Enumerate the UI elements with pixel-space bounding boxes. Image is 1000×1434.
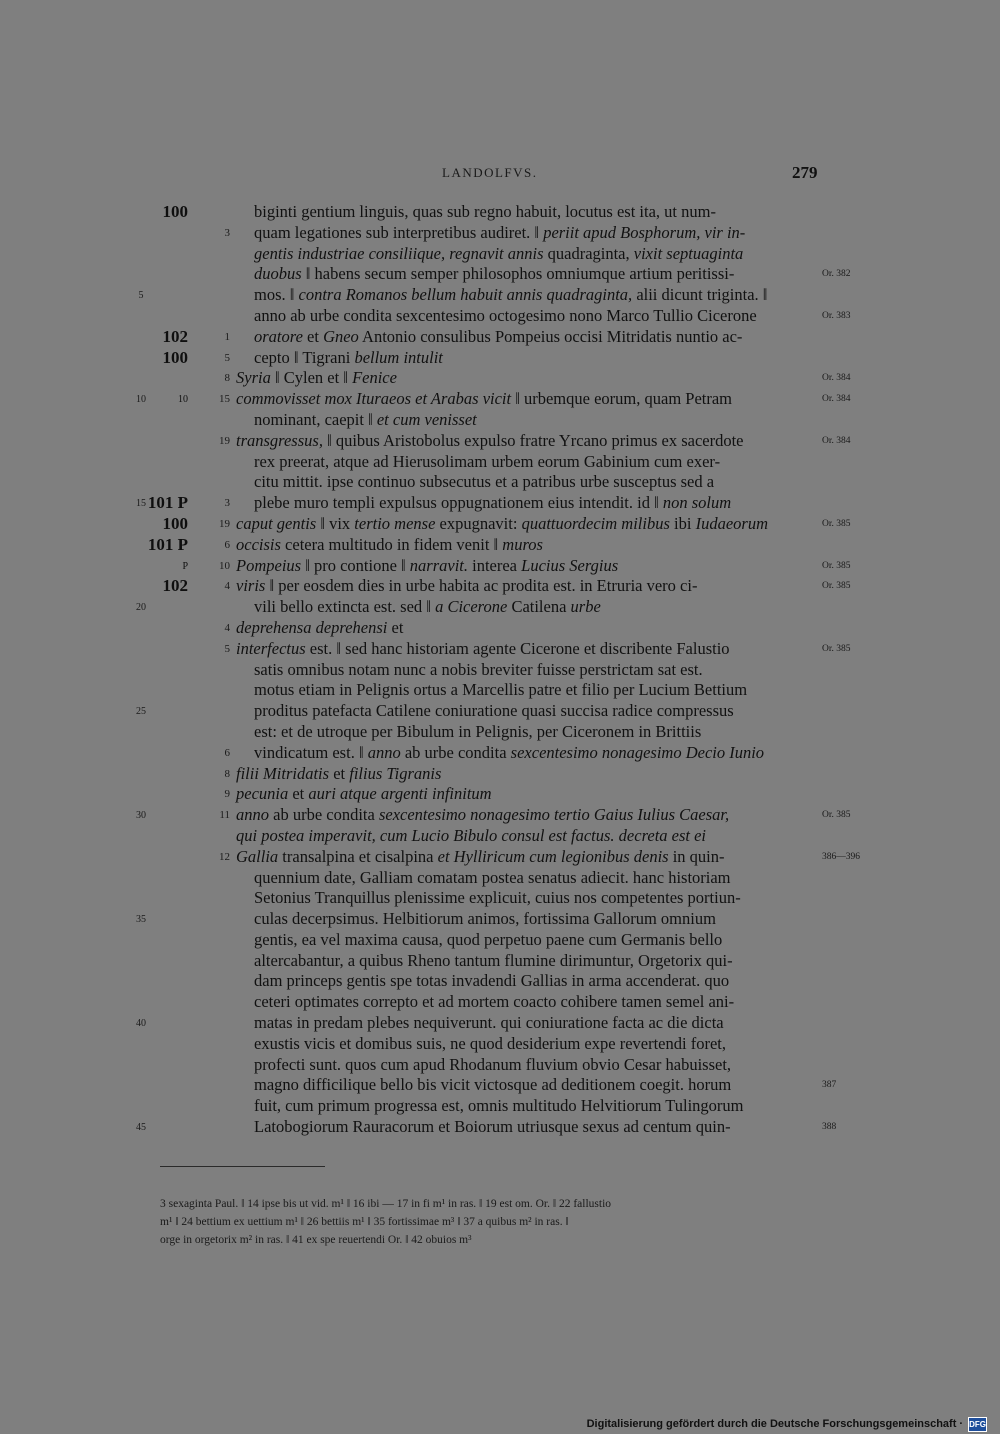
line-text [236,556,618,576]
source-line-number: 12 [219,850,230,863]
roman-segment: anno ab urbe condita sexcentesimo octogesimo nono Marco Tullio Cicerone [254,305,757,325]
line-text [254,597,601,617]
reference-number: 100 [162,202,188,221]
roman-segment: ‖ vix [316,513,355,533]
source-line-number: 9 [224,788,230,801]
line-text [254,1096,744,1116]
line-number: 25 [136,706,146,718]
source-line-number: 4 [224,621,230,634]
italic-segment: et Hylliricum cum legionibus denis [437,846,669,866]
text-line [0,410,1000,431]
text-line [0,1117,1000,1138]
line-text [236,847,725,867]
line-text [236,826,706,846]
line-text [254,680,747,700]
source-line-number: 19 [219,434,230,447]
roman-segment: Latobogiorum Rauracorum et Boiorum utriusque sexus ad centum quin- [254,1117,731,1137]
text-line [0,1075,1000,1096]
reference-number: 100 [162,513,188,533]
roman-segment: ‖ Cylen et ‖ [270,368,353,388]
text-line [0,223,1000,244]
italic-segment: occisis [236,534,281,554]
text-line [0,805,1000,826]
text-line [0,743,1000,764]
text-line [0,992,1000,1013]
line-number: 15 [136,498,146,510]
text-line [0,368,1000,389]
italic-segment: filii Mitridatis [236,763,330,783]
source-line-number: 3 [224,497,230,510]
roman-segment: gentis, ea vel maxima causa, quod perpetuo paene cum Germanis bello [254,929,723,949]
line-text [254,1013,724,1033]
text-line [0,556,1000,577]
line-text [254,1075,731,1095]
roman-segment: rex preerat, atque ad Hierusolimam urbem eorum Gabinium cum exer- [254,451,721,471]
roman-segment: alii dicunt triginta. ‖ [632,285,768,305]
line-number: 45 [136,1122,146,1134]
text-line [0,514,1000,535]
source-line-number: 19 [219,517,230,530]
italic-segment: pecunia [236,784,289,804]
line-number: 20 [136,602,146,614]
italic-segment: sexcentesimo nonagesimo tertio Gaius Iulius Caesar, [378,805,730,825]
line-text [254,743,764,763]
line-text [254,1117,731,1137]
source-line-number: 8 [224,372,230,385]
line-text [254,701,734,721]
italic-segment: Fenice [352,368,397,388]
italic-segment: contra Romanos bellum habuit annis quadraginta, [298,285,633,305]
line-text [254,1055,731,1075]
roman-segment: cetera multitudo in fidem venit ‖ [280,534,503,554]
source-line-number: 3 [224,226,230,239]
italic-segment: oratore [254,326,303,346]
text-line [0,535,1000,556]
roman-segment: quam legationes sub interpretibus audiret. ‖ [254,222,544,242]
source-line-number: 10 [219,559,230,572]
roman-segment: ab urbe condita [269,805,379,825]
roman-segment: Catilena [507,597,571,617]
text-line [0,888,1000,909]
line-number: 10 [136,394,146,406]
source-line-number: 15 [219,393,230,406]
roman-segment: biginti gentium linguis, quas sub regno habuit, locutus est ita, ut num- [254,202,716,221]
roman-segment: et [387,617,404,637]
italic-segment: Iudaeorum [695,513,768,533]
text-line [0,389,1000,410]
text-line [0,327,1000,348]
margin-reference: Or. 383 [822,310,851,321]
text-line [0,909,1000,930]
roman-segment: citu mittit. ipse continuo subsecutus et a patribus urbe susceptus sed a [254,472,715,492]
line-text [254,348,443,368]
footnote-line: 3 sexaginta Paul. ‖ 14 ipse bis ut vid. m¹ ‖ 16 ibi — 17 in fi m¹ in ras. ‖ 19 est om. Or. ‖ 22 fallustio [160,1198,612,1210]
source-line-number: 8 [224,767,230,780]
source-line-number: 1 [224,330,230,343]
page-number: 279 [792,163,818,182]
italic-segment: sexcentesimo nonagesimo Decio Iunio [510,742,765,762]
line-text [236,576,697,596]
text-line [0,472,1000,493]
text-line [0,202,1000,223]
italic-segment: tertio mense [354,513,436,533]
italic-segment: Gallia [236,846,279,866]
italic-segment: anno [367,742,401,762]
italic-segment: Gneo [323,326,359,346]
line-number: 30 [136,810,146,822]
roman-segment: ibi [669,513,696,533]
running-head: LANDOLFVS. [442,165,538,180]
roman-segment: dam princeps gentis spe totas invadendi Gallias in arma accenderat. quo [254,971,730,991]
line-text [254,1034,726,1054]
margin-reference: 386—396 [822,851,860,862]
roman-segment: interea [468,555,522,575]
line-text [236,514,768,534]
margin-reference: Or. 385 [822,810,851,821]
italic-segment: duobus [254,264,302,284]
roman-segment: profecti sunt. quos cum apud Rhodanum fluvium obvio Cesar habuisset, [254,1054,732,1074]
roman-segment: mos. ‖ [254,285,299,305]
italic-segment: vixit septuaginta [633,243,744,263]
source-line-number: 11 [219,809,230,822]
reference-number: 100 [162,347,188,367]
margin-reference: Or. 385 [822,643,851,654]
roman-segment: transalpina et cisalpina [278,846,438,866]
text-line [0,264,1000,285]
text-line [0,348,1000,369]
text-line [0,493,1000,514]
footer-credit [586,1416,987,1432]
footnotes [160,1195,820,1249]
line-text [254,452,720,472]
italic-segment: transgressus, [236,430,323,450]
line-text [254,722,701,742]
text-line [0,784,1000,805]
text-line [0,868,1000,889]
margin-reference: 387 [822,1080,837,1091]
italic-segment: viris [236,576,266,596]
source-line-number: 6 [224,538,230,551]
margin-reference: Or. 385 [822,560,851,571]
roman-segment: matas in predam plebes nequiverunt. qui coniuratione facta ac die dicta [254,1013,724,1033]
source-line-number: 4 [224,580,230,593]
italic-segment: bellum intulit [354,347,443,367]
line-text [236,389,732,409]
line-text [236,805,729,825]
line-text [254,223,745,243]
text-line [0,639,1000,660]
margin-reference: Or. 385 [822,518,851,529]
line-text [254,930,722,950]
text-line [0,285,1000,306]
line-text [236,764,441,784]
line-number: 35 [136,914,146,926]
roman-segment: altercabantur, a quibus Rheno tantum flumine dirimuntur, Orgetorix qui- [254,950,733,970]
line-text [254,306,757,326]
roman-segment: et [302,326,324,346]
italic-segment: quattuordecim milibus [521,513,670,533]
italic-segment: deprehensa deprehensi [236,617,388,637]
roman-segment: ‖ urbemque eorum, quam Petram [511,389,733,409]
text-line [0,1055,1000,1076]
italic-segment: a Cicerone [435,597,508,617]
italic-segment: caput gentis [236,513,317,533]
line-text [254,264,734,284]
reference-number: 10 [178,394,188,406]
line-text [254,327,742,347]
roman-segment: est. ‖ sed hanc historiam agente Cicerone et discribente Falustio [305,638,730,658]
text-line [0,452,1000,473]
reference-number: 101 P [147,534,188,554]
line-text [254,909,716,929]
main-text [0,202,1000,1138]
italic-segment: qui postea imperavit, cum Lucio Bibulo consul est factus. decreta est ei [236,825,707,845]
italic-segment: muros [502,534,543,554]
text-line [0,660,1000,681]
footer-text: Digitalisierung gefördert durch die Deutsche Forschungsgemeinschaft · [586,1418,964,1430]
footnote-rule [160,1166,325,1167]
roman-segment: plebe muro templi expulsus oppugnationem eius intendit. id ‖ [254,493,663,513]
italic-segment: periit apud Bosphorum, vir in- [543,222,746,242]
text-line [0,618,1000,639]
roman-segment: expugnavit: [435,513,522,533]
text-line [0,576,1000,597]
text-line [0,701,1000,722]
margin-reference: Or. 384 [822,435,851,446]
roman-segment: vili bello extincta est. sed ‖ [254,597,436,617]
text-line [0,971,1000,992]
italic-segment: urbe [570,597,601,617]
line-text [236,618,403,638]
roman-segment: et [329,763,350,783]
text-line [0,431,1000,452]
line-text [236,784,492,804]
line-text [254,472,714,492]
italic-segment: narravit. [409,555,468,575]
roman-segment: exustis vicis et domibus suis, ne quod desiderium expe revertendi foret, [254,1033,726,1053]
roman-segment: magno difficilique bello bis vicit victosque ad deditionem coegit. horum [254,1075,732,1095]
roman-segment: et [288,784,309,804]
reference-number: 101 P [147,493,188,513]
line-text [236,431,744,451]
footnote-line: orge in orgetorix m² in ras. ‖ 41 ex spe reuertendi Or. ‖ 42 obuios m³ [160,1234,472,1246]
roman-segment: Antonio consulibus Pompeius occisi Mitridatis nuntio ac- [358,326,743,346]
roman-segment: in quin- [668,846,725,866]
text-line [0,847,1000,868]
margin-reference: Or. 385 [822,581,851,592]
source-line-number: 5 [224,351,230,364]
roman-segment: ‖ per eosdem dies in urbe habita ac prodita est. in Etruria vero ci- [265,576,698,596]
line-number: 5 [138,290,144,302]
text-line [0,306,1000,327]
source-line-number: 5 [224,642,230,655]
roman-segment: cepto ‖ Tigrani [254,347,355,367]
dfg-logo-icon: DFG [968,1417,987,1432]
italic-segment: Pompeius [236,555,302,575]
italic-segment: non solum [662,493,732,513]
line-number: 40 [136,1018,146,1030]
italic-segment: commovisset mox Ituraeos et Arabas vicit [236,389,512,409]
line-text [254,202,716,222]
line-text [254,244,743,264]
reference-number: 102 [162,576,188,596]
line-text [254,971,729,991]
roman-segment: proditus patefacta Catilene coniuratione quasi succisa radice compressus [254,701,734,721]
line-text [236,535,543,555]
line-text [254,992,734,1012]
italic-segment: Syria [236,368,271,388]
italic-segment: et cum venisset [376,409,477,429]
text-line [0,1096,1000,1117]
text-line [0,826,1000,847]
roman-segment: nominant, caepit ‖ [254,409,377,429]
margin-reference: Or. 384 [822,394,851,405]
source-line-number: 6 [224,746,230,759]
reference-number: 102 [162,326,188,346]
text-line [0,951,1000,972]
footnote-line: m¹ ‖ 24 bettium ex uettium m¹ ‖ 26 bettiis m¹ ‖ 35 fortissimae m³ ‖ 37 a quibus m² in ras. ‖ [160,1216,569,1228]
reference-number: P [182,560,188,572]
roman-segment: est: et de utroque per Bibulum in Pelignis, per Ciceronem in Brittiis [254,721,702,741]
roman-segment: vindicatum est. ‖ [254,742,368,762]
roman-segment: culas decerpsimus. Helbitiorum animos, fortissima Gallorum omnium [254,909,716,929]
margin-reference: Or. 384 [822,373,851,384]
text-line [0,244,1000,265]
text-line [0,722,1000,743]
italic-segment: gentis industriae consiliique, regnavit annis [254,243,548,263]
margin-reference: Or. 382 [822,269,851,280]
roman-segment: quennium date, Galliam comatam postea senatus adiecit. hanc historiam [254,867,731,887]
text-line [0,597,1000,618]
roman-segment: ‖ pro contione ‖ [301,555,410,575]
roman-segment: ‖ quibus Aristobolus expulso fratre Yrcano primus ex sacerdote [322,430,744,450]
text-line [0,680,1000,701]
line-text [254,951,733,971]
line-text [254,660,703,680]
roman-segment: motus etiam in Pelignis ortus a Marcellis patre et filio per Lucium Bettium [254,680,748,700]
roman-segment: ceteri optimates correpto et ad mortem coacto cohibere tamen semel ani- [254,992,735,1012]
text-line [0,930,1000,951]
text-line [0,764,1000,785]
roman-segment: quadraginta, [547,243,634,263]
line-text [236,368,397,388]
italic-segment: filius Tigranis [349,763,442,783]
margin-reference: 388 [822,1122,837,1133]
text-line [0,1013,1000,1034]
line-text [254,493,731,513]
italic-segment: anno [236,805,269,825]
italic-segment: interfectus [236,638,306,658]
roman-segment: fuit, cum primum progressa est, omnis multitudo Helvitiorum Tulingorum [254,1096,744,1116]
italic-segment: Lucius Sergius [521,555,619,575]
text-line [0,1034,1000,1055]
italic-segment: auri atque argenti infinitum [308,784,492,804]
page-header [0,163,1000,189]
line-text [254,868,731,888]
roman-segment: satis omnibus notam nunc a nobis breviter fuisse perstrictam sat est. [254,659,703,679]
roman-segment: Setonius Tranquillus plenissime explicuit, cuius nos competentes portiun- [254,888,741,908]
line-text [254,285,767,305]
roman-segment: ab urbe condita [400,742,511,762]
line-text [236,639,730,659]
line-text [254,888,741,908]
line-text [254,410,477,430]
roman-segment: ‖ habens secum semper philosophos omniumque artium peritissi- [301,264,735,284]
